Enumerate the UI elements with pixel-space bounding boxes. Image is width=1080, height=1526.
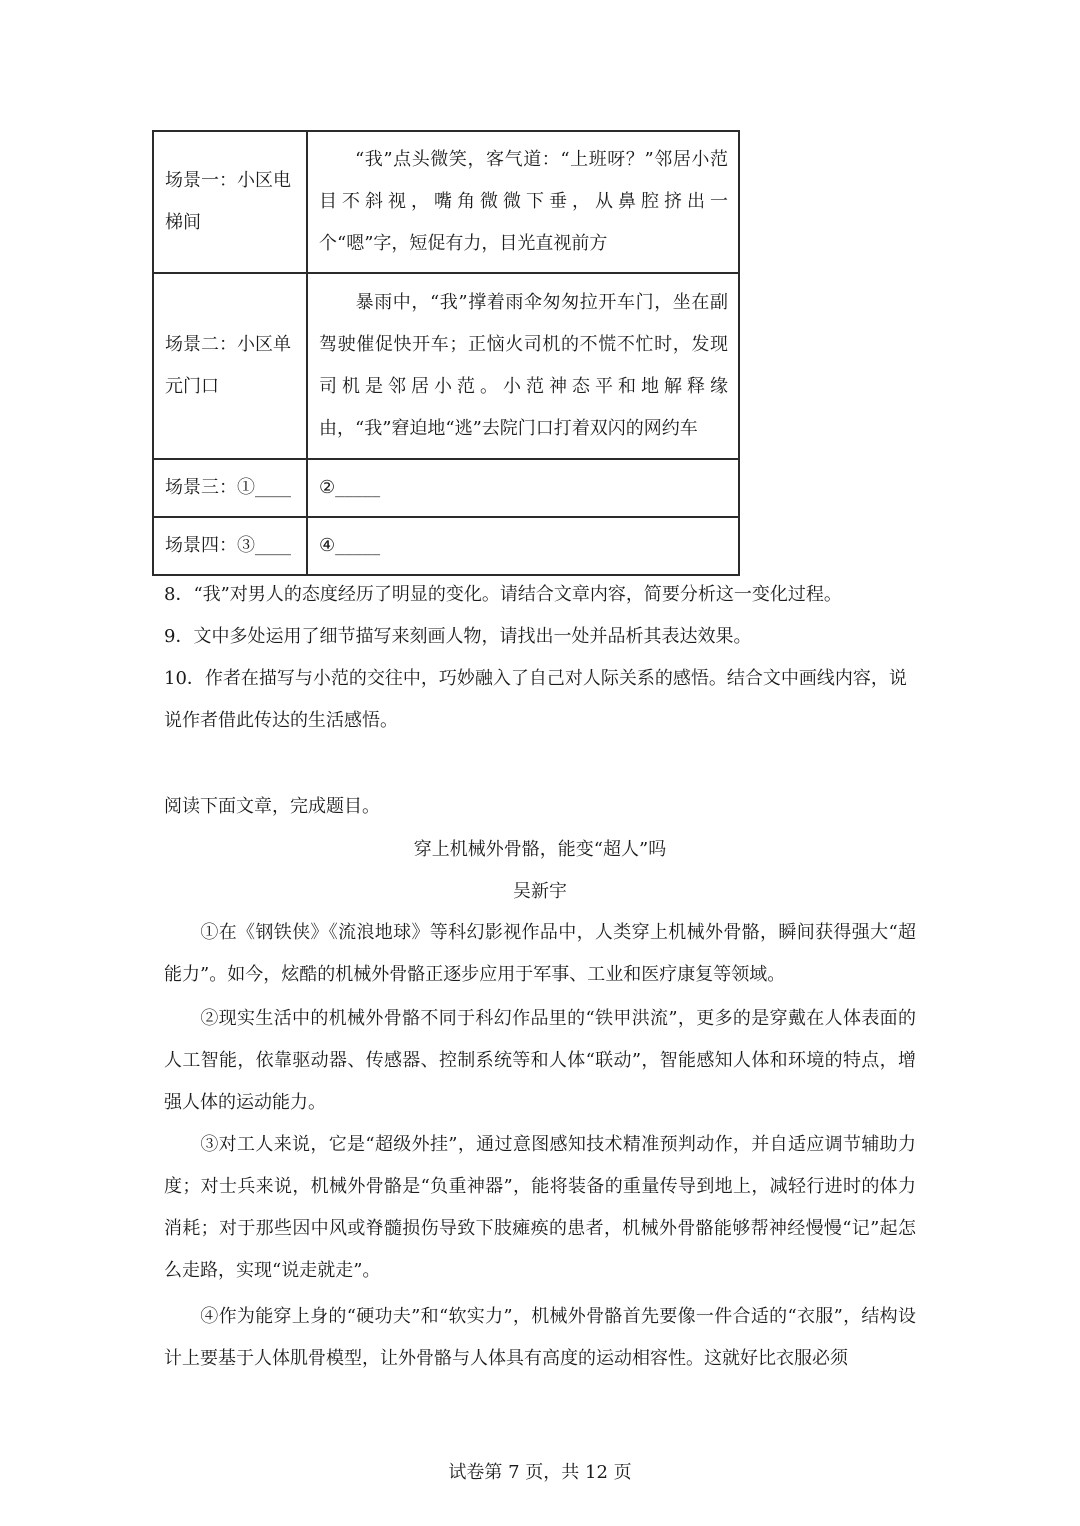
question-10: 10．作者在描写与小范的交往中，巧妙融入了自己对人际关系的感悟。结合文中画线内容，说说作者借此传达的生活感悟。	[164, 668, 907, 731]
scene-label-1: 场景一：小区电梯间	[153, 131, 307, 273]
scene-row-1	[153, 131, 739, 273]
article-paragraph-2	[164, 998, 916, 1124]
scene-label-4: 场景四：③____	[153, 517, 307, 575]
scene-content-1-text: “我”点头微笑，客气道：“上班呀？”邻居小范目不斜视，嘴角微微下垂，从鼻腔挤出一个“嗯”字，短促有力，目光直视前方	[319, 149, 728, 254]
scene-table	[152, 130, 740, 576]
article-paragraph-4-text: ④作为能穿上身的“硬功夫”和“软实力”，机械外骨骼首先要像一件合适的“衣服”，结构设计上要基于人体肌骨模型，让外骨骼与人体具有高度的运动相容性。这就好比衣服必须	[164, 1306, 916, 1369]
page-footer: 试卷第 7 页，共 12 页	[448, 1462, 632, 1483]
reading-instruction: 阅读下面文章，完成题目。	[164, 796, 380, 817]
scene-row-2	[153, 273, 739, 459]
question-9: 9．文中多处运用了细节描写来刻画人物，请找出一处并品析其表达效果。	[164, 626, 752, 647]
scene-label-3: 场景三：①____	[153, 459, 307, 517]
scene-content-3: ②_____	[307, 459, 739, 517]
article-author: 吴新宇	[513, 881, 567, 902]
scene-row-3	[153, 459, 739, 517]
article-paragraph-1-text: ①在《钢铁侠》《流浪地球》等科幻影视作品中，人类穿上机械外骨骼，瞬间获得强大“超能力”。如今，炫酷的机械外骨骼正逐步应用于军事、工业和医疗康复等领域。	[164, 922, 916, 985]
article-title: 穿上机械外骨骼，能变“超人”吗	[413, 839, 667, 860]
scene-content-2	[307, 273, 739, 459]
scene-content-1	[307, 131, 739, 273]
question-8: 8．“我”对男人的态度经历了明显的变化。请结合文章内容，简要分析这一变化过程。	[164, 584, 842, 605]
article-paragraph-1	[164, 912, 916, 996]
article-paragraph-2-text: ②现实生活中的机械外骨骼不同于科幻作品里的“铁甲洪流”，更多的是穿戴在人体表面的人工智能，依靠驱动器、传感器、控制系统等和人体“联动”，智能感知人体和环境的特点，增强人体的运动能力。	[164, 1008, 916, 1113]
scene-content-2-text: 暴雨中，“我”撑着雨伞匆匆拉开车门，坐在副驾驶催促快开车；正恼火司机的不慌不忙时，发现司机是邻居小范。小范神态平和地解释缘由，“我”窘迫地“逃”去院门口打着双闪的网约车	[319, 292, 728, 439]
scene-content-4: ④_____	[307, 517, 739, 575]
article-paragraph-3	[164, 1124, 916, 1292]
article-paragraph-3-text: ③对工人来说，它是“超级外挂”，通过意图感知技术精准预判动作，并自适应调节辅助力度；对士兵来说，机械外骨骼是“负重神器”，能将装备的重量传导到地上，减轻行进时的体力消耗；对于那些因中风或脊髓损伤导致下肢瘫痪的患者，机械外骨骼能够帮神经慢慢“记”起怎么走路，实现“说走就走”。	[164, 1134, 916, 1281]
scene-row-4	[153, 517, 739, 575]
article-paragraph-4	[164, 1296, 916, 1380]
scene-label-2: 场景二：小区单元门口	[153, 273, 307, 459]
